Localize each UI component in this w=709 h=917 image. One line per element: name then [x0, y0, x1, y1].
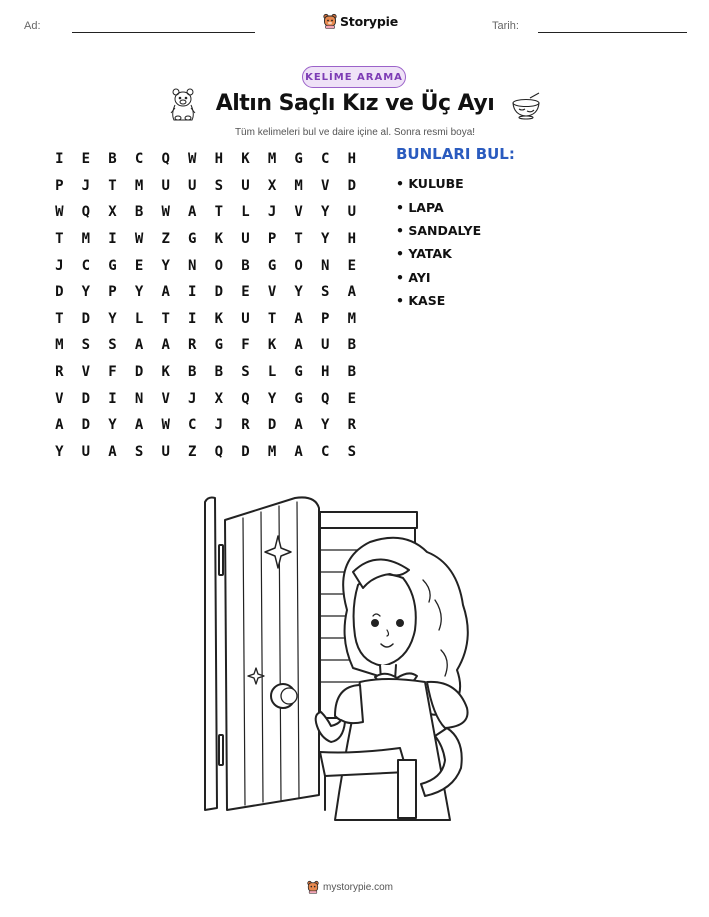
word-item: • AYI — [396, 269, 431, 285]
grid-letter[interactable]: H — [347, 231, 357, 248]
grid-letter[interactable]: Q — [241, 390, 250, 407]
grid-letter[interactable]: M — [294, 177, 303, 194]
word-item: • LAPA — [396, 199, 444, 215]
footer — [307, 880, 393, 894]
grid-letter[interactable]: D — [347, 177, 357, 194]
grid-letter[interactable]: B — [347, 337, 357, 354]
grid-letter[interactable]: T — [108, 177, 117, 194]
grid-letter[interactable]: N — [188, 257, 197, 274]
grid-letter[interactable]: M — [347, 310, 357, 327]
grid-letter[interactable]: E — [241, 284, 250, 301]
grid-letter[interactable]: B — [347, 364, 357, 381]
grid-letter[interactable]: I — [188, 310, 197, 327]
storypie-logo-icon — [323, 13, 337, 29]
grid-letter[interactable]: T — [267, 310, 277, 327]
grid-letter[interactable]: Y — [81, 284, 91, 301]
grid-letter[interactable]: P — [321, 310, 330, 327]
grid-letter[interactable]: E — [347, 390, 357, 407]
instructions: Tüm kelimeleri bul ve daire içine al. Sonra resmi boya! — [234, 127, 476, 138]
grid-letter[interactable]: R — [241, 417, 250, 434]
grid-letter[interactable]: U — [347, 204, 357, 221]
grid-letter[interactable]: S — [108, 337, 117, 354]
grid-letter[interactable]: T — [294, 231, 303, 248]
grid-letter[interactable]: N — [321, 257, 330, 274]
grid-letter[interactable]: A — [294, 337, 303, 354]
brand-name: Storypie — [340, 13, 398, 29]
grid-letter[interactable]: Z — [188, 443, 197, 460]
footer-url: mystorypie.com — [323, 881, 394, 893]
grid-letter[interactable]: Y — [55, 443, 64, 460]
grid-letter[interactable]: A — [294, 443, 303, 460]
grid-letter[interactable]: A — [188, 204, 197, 221]
bowl-icon — [510, 92, 542, 120]
grid-letter[interactable]: K — [267, 337, 277, 354]
date-line — [538, 32, 687, 33]
grid-letter[interactable]: D — [214, 284, 224, 301]
grid-letter[interactable]: U — [321, 337, 330, 354]
page-title: Altın Saçlı Kız ve Üç Ayı — [215, 91, 495, 116]
grid-letter[interactable]: F — [108, 364, 117, 381]
grid-letter[interactable]: B — [188, 364, 197, 381]
grid-letter[interactable]: P — [267, 231, 277, 248]
grid-letter[interactable]: J — [81, 177, 91, 194]
grid-letter[interactable]: G — [188, 231, 197, 248]
grid-letter[interactable]: F — [241, 337, 250, 354]
grid-letter[interactable]: R — [188, 337, 197, 354]
grid-letter[interactable]: A — [161, 284, 170, 301]
grid-letter[interactable]: A — [55, 417, 64, 434]
grid-letter[interactable]: C — [134, 151, 144, 168]
grid-letter[interactable]: J — [267, 204, 277, 221]
grid-letter[interactable]: Q — [321, 390, 330, 407]
grid-letter[interactable]: Y — [108, 417, 117, 434]
grid-letter[interactable]: S — [347, 443, 357, 460]
grid-letter[interactable]: U — [241, 310, 250, 327]
grid-letter[interactable]: D — [241, 443, 250, 460]
grid-letter[interactable]: U — [188, 177, 197, 194]
grid-letter[interactable]: Y — [108, 310, 117, 327]
grid-letter[interactable]: H — [321, 364, 330, 381]
grid-letter[interactable]: W — [161, 204, 170, 221]
grid-letter[interactable]: P — [108, 284, 117, 301]
grid-letter[interactable]: W — [134, 231, 144, 248]
grid-letter[interactable]: W — [55, 204, 64, 221]
grid-letter[interactable]: R — [55, 364, 64, 381]
grid-letter[interactable]: U — [241, 231, 250, 248]
grid-letter[interactable]: S — [214, 177, 224, 194]
grid-letter[interactable]: A — [134, 417, 144, 434]
grid-letter[interactable]: T — [55, 231, 64, 248]
grid-letter[interactable]: I — [108, 390, 117, 407]
grid-letter[interactable]: V — [55, 390, 64, 407]
goldilocks-door-illustration — [195, 490, 495, 830]
grid-letter[interactable]: L — [241, 204, 250, 221]
grid-letter[interactable]: O — [294, 257, 303, 274]
grid-letter[interactable]: S — [241, 364, 250, 381]
word-list — [396, 172, 481, 312]
grid-letter[interactable]: J — [188, 390, 197, 407]
category-badge: KELİME ARAMA — [302, 66, 406, 88]
word-item: • KULUBE — [396, 176, 464, 192]
grid-letter[interactable]: Q — [214, 443, 224, 460]
find-list-title: BUNLARI BUL: — [396, 145, 515, 163]
grid-letter[interactable]: Y — [161, 257, 170, 274]
grid-letter[interactable]: X — [267, 177, 277, 194]
grid-letter[interactable]: V — [267, 284, 277, 301]
grid-letter[interactable]: C — [188, 417, 197, 434]
grid-letter[interactable]: J — [55, 257, 64, 274]
name-line — [72, 32, 255, 33]
word-item: • SANDALYE — [396, 222, 482, 238]
storypie-footer-logo-icon — [307, 880, 319, 894]
grid-letter[interactable]: Y — [267, 390, 277, 407]
grid-letter[interactable]: B — [134, 204, 144, 221]
grid-letter[interactable]: H — [347, 151, 357, 168]
grid-letter[interactable]: E — [81, 151, 91, 168]
grid-letter[interactable]: A — [347, 284, 357, 301]
grid-letter[interactable]: D — [267, 417, 277, 434]
grid-letter[interactable]: S — [321, 284, 330, 301]
grid-letter[interactable]: A — [294, 417, 303, 434]
grid-letter[interactable]: D — [81, 310, 91, 327]
grid-letter[interactable]: G — [294, 390, 303, 407]
grid-letter[interactable]: X — [108, 204, 117, 221]
grid-letter[interactable]: J — [214, 417, 224, 434]
grid-letter[interactable]: D — [81, 390, 91, 407]
grid-letter[interactable]: B — [241, 257, 250, 274]
grid-letter[interactable]: I — [108, 231, 117, 248]
grid-letter[interactable]: U — [81, 443, 91, 460]
grid-letter[interactable]: U — [241, 177, 250, 194]
grid-letter[interactable]: C — [321, 443, 330, 460]
grid-letter[interactable]: G — [294, 151, 303, 168]
grid-letter[interactable]: W — [161, 417, 170, 434]
grid-letter[interactable]: M — [81, 231, 91, 248]
grid-letter[interactable]: A — [161, 337, 170, 354]
grid-letter[interactable]: A — [294, 310, 303, 327]
grid-letter[interactable]: Y — [321, 204, 330, 221]
grid-letter[interactable]: W — [188, 151, 197, 168]
grid-letter[interactable]: V — [81, 364, 91, 381]
grid-letter[interactable]: G — [108, 257, 117, 274]
grid-letter[interactable]: X — [214, 390, 224, 407]
grid-letter[interactable]: A — [108, 443, 117, 460]
grid-letter[interactable]: V — [294, 204, 303, 221]
grid-letter[interactable]: G — [214, 337, 224, 354]
grid-letter[interactable]: Y — [134, 284, 144, 301]
grid-letter[interactable]: U — [161, 177, 170, 194]
grid-letter[interactable]: D — [81, 417, 91, 434]
grid-letter[interactable]: Y — [321, 231, 330, 248]
grid-letter[interactable]: L — [267, 364, 277, 381]
grid-letter[interactable]: C — [81, 257, 91, 274]
grid-letter[interactable]: H — [214, 151, 224, 168]
grid-letter[interactable]: U — [161, 443, 170, 460]
grid-letter[interactable]: Q — [81, 204, 91, 221]
grid-letter[interactable]: P — [55, 177, 64, 194]
grid-letter[interactable]: D — [55, 284, 64, 301]
name-label: Ad: — [24, 20, 41, 32]
brand — [323, 13, 398, 29]
grid-letter[interactable]: C — [321, 151, 330, 168]
grid-letter[interactable]: D — [134, 364, 144, 381]
grid-letter[interactable]: A — [134, 337, 144, 354]
grid-letter[interactable]: N — [134, 390, 144, 407]
grid-letter[interactable]: M — [134, 177, 144, 194]
word-item: • YATAK — [396, 246, 452, 262]
grid-letter[interactable]: I — [55, 151, 64, 168]
grid-letter[interactable]: K — [214, 310, 224, 327]
grid-letter[interactable]: S — [81, 337, 91, 354]
grid-letter[interactable]: E — [347, 257, 357, 274]
grid-letter[interactable]: M — [267, 151, 277, 168]
bear-icon — [168, 88, 198, 122]
grid-letter[interactable]: R — [347, 417, 357, 434]
grid-letter[interactable]: K — [161, 364, 170, 381]
grid-letter[interactable]: T — [161, 310, 170, 327]
grid-letter[interactable]: O — [214, 257, 224, 274]
grid-letter[interactable]: B — [108, 151, 117, 168]
grid-letter[interactable]: M — [55, 337, 64, 354]
grid-letter[interactable]: E — [134, 257, 144, 274]
grid-letter[interactable]: B — [214, 364, 224, 381]
grid-letter[interactable]: V — [321, 177, 330, 194]
grid-letter[interactable]: S — [134, 443, 144, 460]
grid-letter[interactable]: T — [55, 310, 64, 327]
grid-letter[interactable]: G — [294, 364, 303, 381]
grid-letter[interactable]: M — [267, 443, 277, 460]
grid-letter[interactable]: V — [161, 390, 170, 407]
grid-letter[interactable]: Y — [321, 417, 330, 434]
grid-letter[interactable]: K — [214, 231, 224, 248]
grid-letter[interactable]: L — [134, 310, 144, 327]
grid-letter[interactable]: K — [241, 151, 250, 168]
grid-letter[interactable]: G — [267, 257, 277, 274]
grid-letter[interactable]: T — [214, 204, 224, 221]
grid-letter[interactable]: Q — [161, 151, 170, 168]
grid-letter[interactable]: Z — [161, 231, 170, 248]
grid-letter[interactable]: Y — [294, 284, 303, 301]
date-label: Tarih: — [492, 20, 519, 32]
word-item: • KASE — [396, 293, 446, 309]
grid-letter[interactable]: I — [188, 284, 197, 301]
word-search-grid — [46, 146, 365, 465]
